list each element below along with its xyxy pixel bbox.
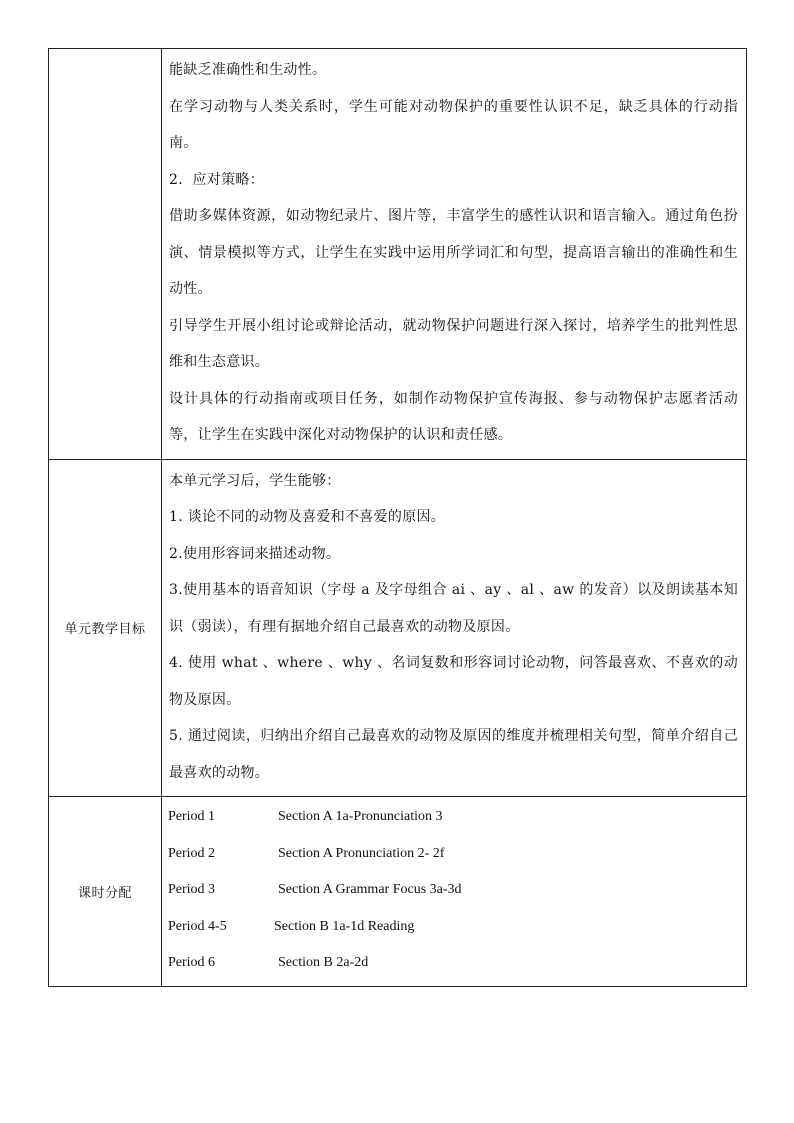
paragraph: 引导学生开展小组讨论或辩论活动，就动物保护问题进行深入探讨，培养学生的批判性思维和生态意识。	[169, 317, 738, 370]
row-label-unit-objectives: 单元教学目标	[49, 459, 162, 797]
paragraph: 在学习动物与人类关系时，学生可能对动物保护的重要性认识不足，缺乏具体的行动指南。	[169, 98, 738, 151]
paragraph: 本单元学习后，学生能够：	[169, 472, 341, 489]
paragraph-heading: 2．应对策略：	[169, 171, 265, 188]
period-section: Section A Grammar Focus 3a-3d	[278, 882, 462, 898]
period-section: Section A Pronunciation 2- 2f	[278, 845, 445, 861]
lesson-plan-table	[48, 48, 747, 987]
period-row	[168, 945, 740, 982]
period-section: Section B 2a-2d	[278, 955, 369, 971]
period-name: Period 6	[168, 955, 216, 971]
objective-item: 5. 通过阅读，归纳出介绍自己最喜欢的动物及原因的维度并梳理相关句型，简单介绍自己最喜欢的动物。	[169, 728, 738, 781]
period-name: Period 4-5	[168, 918, 227, 934]
table-row-periods	[49, 797, 747, 987]
period-row	[168, 799, 740, 836]
objective-item: 3.使用基本的语音知识（字母 a 及字母组合 ai 、ay 、al 、aw 的发音）以及朗读基本知识（弱读），有理有据地介绍自己最喜欢的动物及原因。	[169, 582, 738, 635]
period-section: Section A 1a-Pronunciation 3	[278, 809, 443, 824]
period-name: Period 2	[168, 845, 216, 861]
table-row-strategies	[49, 49, 747, 460]
objective-item: 4. 使用 what 、where 、why 、名词复数和形容词讨论动物，问答最喜欢、不喜欢的动物及原因。	[169, 655, 738, 708]
row-label-empty	[49, 49, 162, 460]
paragraph: 能缺乏准确性和生动性。	[169, 62, 327, 78]
period-name: Period 3	[168, 882, 216, 898]
period-name: Period 1	[168, 809, 216, 824]
period-row	[168, 909, 740, 946]
strategies-cell	[162, 49, 747, 460]
periods-cell	[162, 797, 747, 987]
paragraph: 借助多媒体资源，如动物纪录片、图片等，丰富学生的感性认识和语言输入。通过角色扮演、情景模拟等方式，让学生在实践中运用所学词汇和句型，提高语言输出的准确性和生动性。	[169, 208, 738, 297]
objectives-cell	[162, 459, 747, 797]
period-row	[168, 872, 740, 909]
period-row	[168, 836, 740, 873]
objective-item: 1. 谈论不同的动物及喜爱和不喜爱的原因。	[169, 509, 446, 525]
objective-item: 2.使用形容词来描述动物。	[169, 545, 341, 562]
paragraph: 设计具体的行动指南或项目任务，如制作动物保护宣传海报、参与动物保护志愿者活动等，让学生在实践中深化对动物保护的认识和责任感。	[169, 390, 738, 443]
period-section: Section B 1a-1d Reading	[274, 918, 415, 934]
row-label-period-allocation: 课时分配	[49, 797, 162, 987]
table-row-objectives	[49, 459, 747, 797]
